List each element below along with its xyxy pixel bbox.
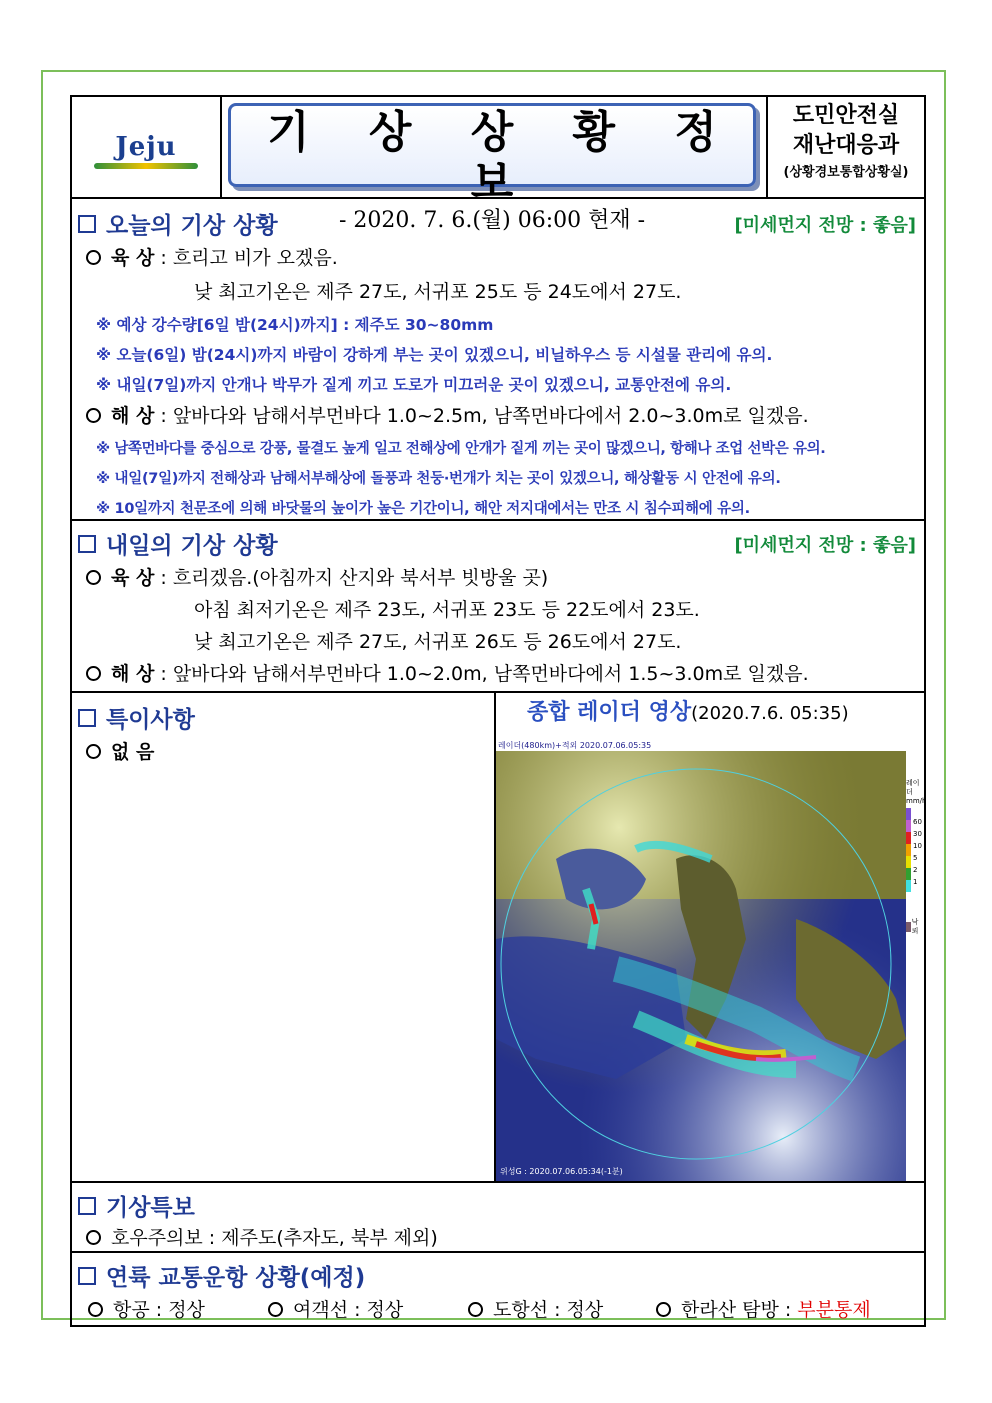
legend-lightning-label: 낙뢰: [911, 918, 919, 935]
circle-bullet-icon: [86, 570, 101, 585]
radar-image: [496, 739, 906, 1181]
warning-title: [78, 1189, 195, 1222]
legend-value: 1: [913, 878, 918, 886]
sea-text: : 앞바다와 남해서부먼바다 1.0~2.0m, 남쪽먼바다에서 1.5~3.0m로 일겠음.: [160, 663, 809, 685]
traffic-air: [88, 1295, 205, 1322]
traffic-hallasan-label: 한라산 탐방 :: [681, 1299, 798, 1321]
circle-bullet-icon: [268, 1302, 283, 1317]
warning-section: [72, 1183, 924, 1253]
special-section: [72, 693, 927, 1183]
traffic-air-label: 항공 :: [113, 1299, 169, 1321]
legend-value: 5: [913, 854, 918, 862]
today-sea-note-2: ※ 내일(7일)까지 전해상과 남해서부해상에 돌풍과 천둥·번개가 치는 곳이 있겠으니, 해상활동 시 안전에 유의.: [96, 471, 781, 487]
legend-lightning: [906, 918, 924, 936]
radar-caption-bottom: 위성G : 2020.07.06.05:34(-1분): [500, 1167, 623, 1176]
today-dust-forecast: [미세먼지 전망 : 좋음]: [734, 215, 916, 236]
legend-swatch: [906, 868, 911, 880]
legend-title: 레이더: [906, 779, 920, 796]
special-item: [86, 737, 154, 764]
sea-label: 해 상: [111, 663, 155, 685]
circle-bullet-icon: [656, 1302, 671, 1317]
warning-item: [86, 1223, 438, 1250]
legend-value: 60: [913, 818, 922, 826]
radar-caption-top: 레이더(480km)+적외 2020.07.06.05:35: [498, 741, 652, 750]
tomorrow-land-line3: 낮 최고기온은 제주 27도, 서귀포 26도 등 26도에서 27도.: [194, 631, 682, 653]
traffic-ferry-label: 여객선 :: [293, 1299, 367, 1321]
traffic-hallasan-status: 부분통제: [797, 1299, 871, 1321]
special-title-text: 특이사항: [106, 707, 195, 733]
tomorrow-land-line2: 아침 최저기온은 제주 23도, 서귀포 23도 등 22도에서 23도.: [194, 599, 700, 621]
tomorrow-dust-forecast: [미세먼지 전망 : 좋음]: [734, 535, 916, 556]
circle-bullet-icon: [86, 744, 101, 759]
today-sea-note-3: ※ 10일까지 천문조에 의해 바닷물의 높이가 높은 기간이니, 해안 저지대에서는 만조 시 침수피해에 유의.: [96, 501, 750, 517]
legend-value: 30: [913, 830, 922, 838]
traffic-title-text: 연륙 교통운항 상황(예정): [106, 1265, 366, 1291]
department-line3: (상황경보통합상황실): [783, 165, 909, 180]
land-text: : 흐리고 비가 오겠음.: [160, 247, 338, 269]
legend-value: 2: [913, 866, 918, 874]
legend-swatch: [906, 808, 911, 820]
land-text: : 흐리겠음.(아침까지 산지와 북서부 빗방울 곳): [160, 567, 549, 589]
legend-labels: [913, 808, 922, 892]
radar-legend: [906, 779, 927, 936]
report-date: - 2020. 7. 6.(월) 06:00 현재 -: [338, 208, 646, 233]
legend-colorbar: [906, 808, 911, 892]
radar-map-graphic: [496, 739, 906, 1181]
warning-item-text: 호우주의보 : 제주도(추자도, 북부 제외): [111, 1227, 438, 1249]
tomorrow-title: [78, 527, 278, 560]
legend-value: 10: [913, 842, 922, 850]
today-note-3: ※ 내일(7일)까지 안개나 박무가 짙게 끼고 도로가 미끄러운 곳이 있겠으니, 교통안전에 유의.: [96, 376, 732, 394]
today-section: [72, 199, 924, 521]
tomorrow-title-text: 내일의 기상 상황: [106, 533, 278, 559]
traffic-section: [72, 1253, 924, 1325]
checkbox-icon: [78, 709, 96, 727]
traffic-title: [78, 1259, 365, 1292]
today-land-line1: [86, 243, 338, 270]
radar-time: (2020.7.6. 05:35): [691, 703, 849, 724]
legend-swatch: [906, 832, 911, 844]
traffic-island-ferry-label: 도항선 :: [493, 1299, 567, 1321]
jeju-logo: [72, 97, 222, 197]
legend-swatch: [906, 844, 911, 856]
circle-bullet-icon: [86, 1230, 101, 1245]
checkbox-icon: [78, 1267, 96, 1285]
today-note-1: ※ 예상 강수량[6일 밤(24시)까지] : 제주도 30~80mm: [96, 316, 494, 334]
traffic-ferry-status: 정상: [366, 1299, 404, 1321]
logo-wave-icon: [94, 163, 198, 169]
sea-label: 해 상: [111, 405, 155, 427]
logo-text: Jeju: [115, 132, 177, 162]
department: [766, 97, 924, 197]
tomorrow-section: [72, 521, 924, 693]
weather-report: [70, 95, 926, 1327]
special-item-text: 없 음: [111, 741, 155, 763]
lightning-swatch: [906, 922, 911, 932]
warning-title-text: 기상특보: [106, 1195, 195, 1221]
legend-swatch: [906, 856, 911, 868]
department-line2: 재난대응과: [792, 133, 900, 158]
land-label: 육 상: [111, 567, 155, 589]
checkbox-icon: [78, 535, 96, 553]
traffic-ferry: [268, 1295, 403, 1322]
circle-bullet-icon: [88, 1302, 103, 1317]
circle-bullet-icon: [468, 1302, 483, 1317]
checkbox-icon: [78, 215, 96, 233]
today-title: [78, 207, 278, 240]
circle-bullet-icon: [86, 666, 101, 681]
circle-bullet-icon: [86, 408, 101, 423]
special-title: [78, 701, 195, 734]
report-title: 기 상 상 황 정 보: [267, 107, 739, 208]
legend-swatch: [906, 880, 911, 892]
traffic-island-ferry-status: 정상: [566, 1299, 604, 1321]
department-line1: 도민안전실: [792, 103, 900, 128]
tomorrow-sea-line: [86, 659, 809, 686]
legend-scale: [906, 808, 924, 892]
sea-text: : 앞바다와 남해서부먼바다 1.0~2.5m, 남쪽먼바다에서 2.0~3.0m로 일겠음.: [160, 405, 809, 427]
legend-unit: mm/h: [906, 797, 927, 805]
today-sea-line: [86, 401, 809, 428]
traffic-hallasan: [656, 1295, 871, 1322]
today-title-text: 오늘의 기상 상황: [106, 213, 278, 239]
today-sea-note-1: ※ 남쪽먼바다를 중심으로 강풍, 물결도 높게 일고 전해상에 안개가 짙게 끼는 곳이 많겠으니, 항해나 조업 선박은 유의.: [96, 441, 826, 457]
traffic-air-status: 정상: [168, 1299, 205, 1321]
legend-swatch: [906, 820, 911, 832]
title-box: [228, 103, 756, 233]
checkbox-icon: [78, 1197, 96, 1215]
today-land-line2: 낮 최고기온은 제주 27도, 서귀포 25도 등 24도에서 27도.: [194, 281, 682, 303]
radar-title-text: 종합 레이더 영상: [527, 700, 692, 725]
circle-bullet-icon: [86, 250, 101, 265]
land-label: 육 상: [111, 247, 155, 269]
tomorrow-land-line1: [86, 563, 548, 590]
radar-title: [527, 695, 849, 726]
traffic-island-ferry: [468, 1295, 603, 1322]
today-note-2: ※ 오늘(6일) 밤(24시)까지 바람이 강하게 부는 곳이 있겠으니, 비닐하우스 등 시설물 관리에 유의.: [96, 346, 773, 364]
